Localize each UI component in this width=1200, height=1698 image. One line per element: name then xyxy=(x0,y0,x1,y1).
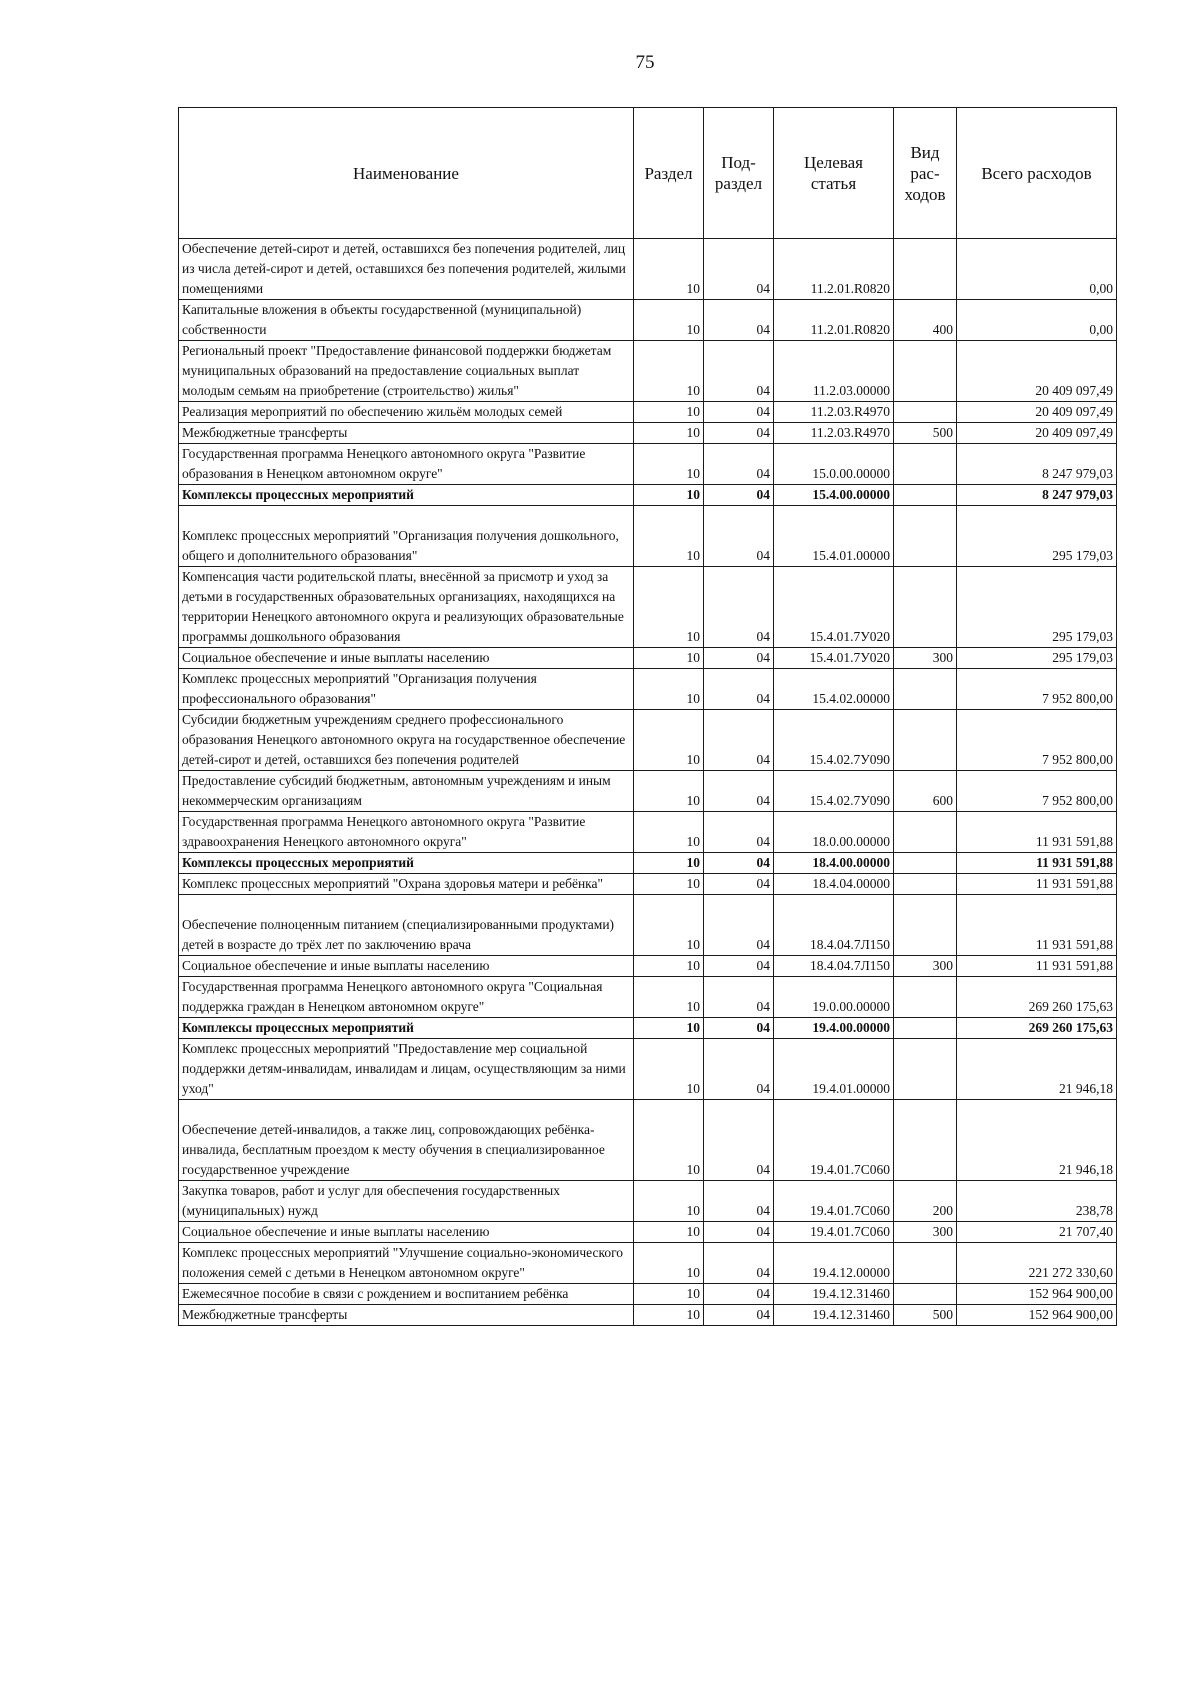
row-total: 21 707,40 xyxy=(957,1222,1117,1243)
row-total: 295 179,03 xyxy=(957,567,1117,648)
row-name: Обеспечение полноценным питанием (специализированными продуктами) детей в возрасте до трёх лет по заключению врача xyxy=(179,895,634,956)
row-subsection: 04 xyxy=(704,1181,774,1222)
row-total: 295 179,03 xyxy=(957,648,1117,669)
header-name: Наименование xyxy=(179,108,634,239)
table-row xyxy=(179,1284,1117,1305)
row-name: Комплексы процессных мероприятий xyxy=(179,853,634,874)
row-section: 10 xyxy=(634,1284,704,1305)
row-target-article: 11.2.01.R0820 xyxy=(774,300,894,341)
row-name: Социальное обеспечение и иные выплаты населению xyxy=(179,648,634,669)
row-total: 11 931 591,88 xyxy=(957,895,1117,956)
table-row xyxy=(179,1243,1117,1284)
row-section: 10 xyxy=(634,300,704,341)
row-section: 10 xyxy=(634,402,704,423)
row-subsection: 04 xyxy=(704,874,774,895)
row-name: Комплекс процессных мероприятий "Охрана здоровья матери и ребёнка" xyxy=(179,874,634,895)
row-total: 20 409 097,49 xyxy=(957,402,1117,423)
row-total: 152 964 900,00 xyxy=(957,1284,1117,1305)
row-name: Субсидии бюджетным учреждениям среднего профессионального образования Ненецкого автономного округа на государственное обеспечение детей-сирот и детей, оставшихся без попечения родителей xyxy=(179,710,634,771)
row-expense-type xyxy=(894,239,957,300)
row-name: Комплексы процессных мероприятий xyxy=(179,485,634,506)
row-target-article: 19.4.12.31460 xyxy=(774,1305,894,1326)
table-row xyxy=(179,874,1117,895)
row-total: 11 931 591,88 xyxy=(957,956,1117,977)
table-row xyxy=(179,506,1117,567)
row-target-article: 19.4.01.00000 xyxy=(774,1039,894,1100)
table-row xyxy=(179,239,1117,300)
row-expense-type: 500 xyxy=(894,423,957,444)
table-row xyxy=(179,1181,1117,1222)
table-row xyxy=(179,423,1117,444)
row-expense-type xyxy=(894,1100,957,1181)
table-row xyxy=(179,341,1117,402)
table-row xyxy=(179,771,1117,812)
row-section: 10 xyxy=(634,956,704,977)
row-section: 10 xyxy=(634,771,704,812)
table-row xyxy=(179,1305,1117,1326)
table-row xyxy=(179,710,1117,771)
table-header-row xyxy=(179,108,1117,239)
row-total: 238,78 xyxy=(957,1181,1117,1222)
row-section: 10 xyxy=(634,812,704,853)
row-subsection: 04 xyxy=(704,239,774,300)
row-name: Комплексы процессных мероприятий xyxy=(179,1018,634,1039)
row-expense-type xyxy=(894,853,957,874)
row-name: Комплекс процессных мероприятий "Предоставление мер социальной поддержки детям-инвалидам, инвалидам и лицам, осуществляющим за ними уход" xyxy=(179,1039,634,1100)
row-target-article: 18.4.04.7Л150 xyxy=(774,895,894,956)
table-row xyxy=(179,648,1117,669)
row-name: Реализация мероприятий по обеспечению жильём молодых семей xyxy=(179,402,634,423)
row-expense-type xyxy=(894,485,957,506)
row-total: 20 409 097,49 xyxy=(957,423,1117,444)
row-subsection: 04 xyxy=(704,402,774,423)
header-subsection: Под- раздел xyxy=(704,108,774,239)
row-section: 10 xyxy=(634,567,704,648)
row-expense-type xyxy=(894,1284,957,1305)
row-expense-type xyxy=(894,895,957,956)
row-expense-type xyxy=(894,1039,957,1100)
header-target-article: Целевая статья xyxy=(774,108,894,239)
row-section: 10 xyxy=(634,853,704,874)
row-expense-type xyxy=(894,341,957,402)
row-name: Обеспечение детей-инвалидов, а также лиц, сопровождающих ребёнка-инвалида, бесплатным проездом к месту обучения в специализированное государственное учреждение xyxy=(179,1100,634,1181)
row-subsection: 04 xyxy=(704,444,774,485)
row-total: 21 946,18 xyxy=(957,1100,1117,1181)
table-body xyxy=(179,239,1117,1326)
row-name: Государственная программа Ненецкого автономного округа "Социальная поддержка граждан в Ненецком автономном округе" xyxy=(179,977,634,1018)
row-expense-type xyxy=(894,669,957,710)
row-target-article: 15.4.02.7У090 xyxy=(774,771,894,812)
row-expense-type xyxy=(894,1018,957,1039)
row-target-article: 11.2.03.R4970 xyxy=(774,423,894,444)
row-target-article: 15.4.01.7У020 xyxy=(774,567,894,648)
row-total: 7 952 800,00 xyxy=(957,771,1117,812)
row-target-article: 19.4.12.00000 xyxy=(774,1243,894,1284)
row-subsection: 04 xyxy=(704,300,774,341)
row-target-article: 19.4.01.7С060 xyxy=(774,1181,894,1222)
row-subsection: 04 xyxy=(704,648,774,669)
row-expense-type: 200 xyxy=(894,1181,957,1222)
row-target-article: 11.2.03.R4970 xyxy=(774,402,894,423)
row-section: 10 xyxy=(634,341,704,402)
row-target-article: 18.0.00.00000 xyxy=(774,812,894,853)
row-target-article: 15.4.01.00000 xyxy=(774,506,894,567)
row-section: 10 xyxy=(634,1039,704,1100)
header-section: Раздел xyxy=(634,108,704,239)
row-target-article: 15.0.00.00000 xyxy=(774,444,894,485)
row-target-article: 15.4.01.7У020 xyxy=(774,648,894,669)
row-total: 269 260 175,63 xyxy=(957,1018,1117,1039)
row-name: Социальное обеспечение и иные выплаты населению xyxy=(179,1222,634,1243)
row-name: Комплекс процессных мероприятий "Улучшение социально-экономического положения семей с детьми в Ненецком автономном округе" xyxy=(179,1243,634,1284)
row-expense-type: 500 xyxy=(894,1305,957,1326)
row-subsection: 04 xyxy=(704,853,774,874)
table-row xyxy=(179,1222,1117,1243)
table-row xyxy=(179,853,1117,874)
row-subsection: 04 xyxy=(704,1100,774,1181)
row-subsection: 04 xyxy=(704,1039,774,1100)
row-section: 10 xyxy=(634,874,704,895)
row-subsection: 04 xyxy=(704,1222,774,1243)
row-total: 11 931 591,88 xyxy=(957,874,1117,895)
row-total: 11 931 591,88 xyxy=(957,853,1117,874)
row-expense-type: 300 xyxy=(894,648,957,669)
row-expense-type xyxy=(894,506,957,567)
row-section: 10 xyxy=(634,1181,704,1222)
row-subsection: 04 xyxy=(704,567,774,648)
row-expense-type xyxy=(894,1243,957,1284)
table-row xyxy=(179,895,1117,956)
row-expense-type xyxy=(894,444,957,485)
row-total: 269 260 175,63 xyxy=(957,977,1117,1018)
row-expense-type xyxy=(894,710,957,771)
row-subsection: 04 xyxy=(704,1305,774,1326)
row-expense-type: 600 xyxy=(894,771,957,812)
row-section: 10 xyxy=(634,710,704,771)
table-row xyxy=(179,812,1117,853)
row-name: Комплекс процессных мероприятий "Организация получения дошкольного, общего и дополнительного образования" xyxy=(179,506,634,567)
row-total: 7 952 800,00 xyxy=(957,710,1117,771)
row-section: 10 xyxy=(634,895,704,956)
row-target-article: 19.4.12.31460 xyxy=(774,1284,894,1305)
row-name: Межбюджетные трансферты xyxy=(179,423,634,444)
row-expense-type xyxy=(894,977,957,1018)
row-subsection: 04 xyxy=(704,423,774,444)
row-section: 10 xyxy=(634,1243,704,1284)
table-row xyxy=(179,1039,1117,1100)
row-section: 10 xyxy=(634,1100,704,1181)
page-number: 75 xyxy=(635,52,655,73)
table-row xyxy=(179,402,1117,423)
row-subsection: 04 xyxy=(704,1243,774,1284)
row-target-article: 18.4.04.7Л150 xyxy=(774,956,894,977)
row-name: Социальное обеспечение и иные выплаты населению xyxy=(179,956,634,977)
table-row xyxy=(179,485,1117,506)
row-section: 10 xyxy=(634,669,704,710)
row-target-article: 19.4.01.7С060 xyxy=(774,1100,894,1181)
row-subsection: 04 xyxy=(704,956,774,977)
row-name: Обеспечение детей-сирот и детей, оставшихся без попечения родителей, лиц из числа детей-сирот и детей, оставшихся без попечения родителей, жилыми помещениями xyxy=(179,239,634,300)
row-total: 8 247 979,03 xyxy=(957,444,1117,485)
row-target-article: 19.4.01.7С060 xyxy=(774,1222,894,1243)
row-target-article: 18.4.00.00000 xyxy=(774,853,894,874)
table-row xyxy=(179,1100,1117,1181)
table-row xyxy=(179,956,1117,977)
row-section: 10 xyxy=(634,485,704,506)
row-expense-type: 400 xyxy=(894,300,957,341)
row-name: Предоставление субсидий бюджетным, автономным учреждениям и иным некоммерческим организациям xyxy=(179,771,634,812)
row-target-article: 15.4.02.00000 xyxy=(774,669,894,710)
row-target-article: 19.4.00.00000 xyxy=(774,1018,894,1039)
row-section: 10 xyxy=(634,1222,704,1243)
row-total: 221 272 330,60 xyxy=(957,1243,1117,1284)
row-subsection: 04 xyxy=(704,771,774,812)
row-section: 10 xyxy=(634,239,704,300)
row-expense-type xyxy=(894,402,957,423)
row-section: 10 xyxy=(634,1018,704,1039)
row-total: 0,00 xyxy=(957,300,1117,341)
row-total: 7 952 800,00 xyxy=(957,669,1117,710)
row-expense-type xyxy=(894,812,957,853)
row-name: Компенсация части родительской платы, внесённой за присмотр и уход за детьми в государственных образовательных организациях, находящихся на территории Ненецкого автономного округа и реализующих образовательные программы дошкольного образования xyxy=(179,567,634,648)
table-row xyxy=(179,444,1117,485)
row-subsection: 04 xyxy=(704,1018,774,1039)
row-subsection: 04 xyxy=(704,1284,774,1305)
row-section: 10 xyxy=(634,648,704,669)
row-subsection: 04 xyxy=(704,977,774,1018)
row-total: 295 179,03 xyxy=(957,506,1117,567)
row-name: Капитальные вложения в объекты государственной (муниципальной) собственности xyxy=(179,300,634,341)
row-target-article: 11.2.01.R0820 xyxy=(774,239,894,300)
table-row xyxy=(179,567,1117,648)
row-total: 8 247 979,03 xyxy=(957,485,1117,506)
row-total: 152 964 900,00 xyxy=(957,1305,1117,1326)
row-target-article: 19.0.00.00000 xyxy=(774,977,894,1018)
row-target-article: 18.4.04.00000 xyxy=(774,874,894,895)
table-row xyxy=(179,1018,1117,1039)
row-subsection: 04 xyxy=(704,341,774,402)
row-subsection: 04 xyxy=(704,895,774,956)
row-subsection: 04 xyxy=(704,812,774,853)
row-target-article: 15.4.00.00000 xyxy=(774,485,894,506)
header-expense-type: Вид рас- ходов xyxy=(894,108,957,239)
row-section: 10 xyxy=(634,423,704,444)
row-section: 10 xyxy=(634,506,704,567)
row-subsection: 04 xyxy=(704,506,774,567)
expenses-table xyxy=(178,107,1117,1326)
row-subsection: 04 xyxy=(704,485,774,506)
row-section: 10 xyxy=(634,444,704,485)
row-target-article: 15.4.02.7У090 xyxy=(774,710,894,771)
row-subsection: 04 xyxy=(704,669,774,710)
row-target-article: 11.2.03.00000 xyxy=(774,341,894,402)
row-name: Государственная программа Ненецкого автономного округа "Развитие здравоохранения Ненецкого автономного округа" xyxy=(179,812,634,853)
row-name: Ежемесячное пособие в связи с рождением и воспитанием ребёнка xyxy=(179,1284,634,1305)
row-total: 21 946,18 xyxy=(957,1039,1117,1100)
row-name: Межбюджетные трансферты xyxy=(179,1305,634,1326)
row-name: Закупка товаров, работ и услуг для обеспечения государственных (муниципальных) нужд xyxy=(179,1181,634,1222)
row-total: 0,00 xyxy=(957,239,1117,300)
row-subsection: 04 xyxy=(704,710,774,771)
row-expense-type xyxy=(894,874,957,895)
table-row xyxy=(179,300,1117,341)
row-section: 10 xyxy=(634,977,704,1018)
row-expense-type: 300 xyxy=(894,956,957,977)
table-row xyxy=(179,669,1117,710)
row-expense-type xyxy=(894,567,957,648)
row-expense-type: 300 xyxy=(894,1222,957,1243)
row-total: 11 931 591,88 xyxy=(957,812,1117,853)
row-name: Региональный проект "Предоставление финансовой поддержки бюджетам муниципальных образований на предоставление социальных выплат молодым семьям на приобретение (строительство) жилья" xyxy=(179,341,634,402)
row-name: Комплекс процессных мероприятий "Организация получения профессионального образования" xyxy=(179,669,634,710)
row-name: Государственная программа Ненецкого автономного округа "Развитие образования в Ненецком автономном округе" xyxy=(179,444,634,485)
table-row xyxy=(179,977,1117,1018)
header-total: Всего расходов xyxy=(957,108,1117,239)
row-section: 10 xyxy=(634,1305,704,1326)
row-total: 20 409 097,49 xyxy=(957,341,1117,402)
